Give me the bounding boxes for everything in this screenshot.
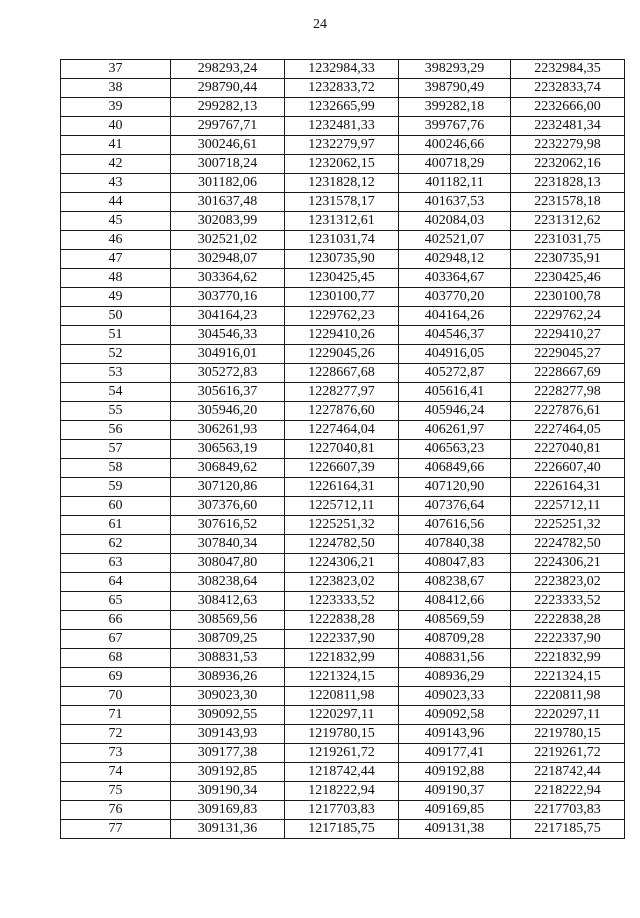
y2-cell: 2229045,27 [511, 345, 625, 364]
y2-cell: 2231578,18 [511, 193, 625, 212]
table-row [61, 231, 625, 250]
y2-cell: 2217703,83 [511, 801, 625, 820]
point-number-cell: 68 [61, 649, 171, 668]
table-row [61, 763, 625, 782]
x2-cell: 408831,56 [399, 649, 511, 668]
point-number-cell: 47 [61, 250, 171, 269]
table-row [61, 725, 625, 744]
x1-cell: 304546,33 [171, 326, 285, 345]
x1-cell: 309092,55 [171, 706, 285, 725]
y2-cell: 2232279,98 [511, 136, 625, 155]
y1-cell: 1228277,97 [285, 383, 399, 402]
x1-cell: 309190,34 [171, 782, 285, 801]
y1-cell: 1227040,81 [285, 440, 399, 459]
x2-cell: 405616,41 [399, 383, 511, 402]
point-number-cell: 74 [61, 763, 171, 782]
x1-cell: 309023,30 [171, 687, 285, 706]
point-number-cell: 48 [61, 269, 171, 288]
y2-cell: 2229410,27 [511, 326, 625, 345]
table-row [61, 535, 625, 554]
point-number-cell: 70 [61, 687, 171, 706]
x1-cell: 308047,80 [171, 554, 285, 573]
x1-cell: 300246,61 [171, 136, 285, 155]
y2-cell: 2220811,98 [511, 687, 625, 706]
y1-cell: 1225251,32 [285, 516, 399, 535]
y1-cell: 1219780,15 [285, 725, 399, 744]
y1-cell: 1226607,39 [285, 459, 399, 478]
point-number-cell: 61 [61, 516, 171, 535]
point-number-cell: 40 [61, 117, 171, 136]
x1-cell: 301182,06 [171, 174, 285, 193]
point-number-cell: 66 [61, 611, 171, 630]
point-number-cell: 62 [61, 535, 171, 554]
x2-cell: 409177,41 [399, 744, 511, 763]
y1-cell: 1228667,68 [285, 364, 399, 383]
x1-cell: 302948,07 [171, 250, 285, 269]
y1-cell: 1227464,04 [285, 421, 399, 440]
x2-cell: 408047,83 [399, 554, 511, 573]
x1-cell: 309177,38 [171, 744, 285, 763]
x2-cell: 407616,56 [399, 516, 511, 535]
y1-cell: 1226164,31 [285, 478, 399, 497]
table-row [61, 60, 625, 79]
y2-cell: 2227876,61 [511, 402, 625, 421]
y2-cell: 2217185,75 [511, 820, 625, 839]
table-row [61, 117, 625, 136]
y1-cell: 1218222,94 [285, 782, 399, 801]
x2-cell: 406563,23 [399, 440, 511, 459]
x2-cell: 408238,67 [399, 573, 511, 592]
y2-cell: 2224782,50 [511, 535, 625, 554]
y1-cell: 1231578,17 [285, 193, 399, 212]
y1-cell: 1223823,02 [285, 573, 399, 592]
table-row [61, 630, 625, 649]
x2-cell: 398293,29 [399, 60, 511, 79]
y1-cell: 1230425,45 [285, 269, 399, 288]
point-number-cell: 63 [61, 554, 171, 573]
table-row [61, 288, 625, 307]
y1-cell: 1220297,11 [285, 706, 399, 725]
y2-cell: 2223333,52 [511, 592, 625, 611]
y1-cell: 1230100,77 [285, 288, 399, 307]
x2-cell: 409023,33 [399, 687, 511, 706]
y2-cell: 2219261,72 [511, 744, 625, 763]
y1-cell: 1229762,23 [285, 307, 399, 326]
y1-cell: 1230735,90 [285, 250, 399, 269]
x1-cell: 308412,63 [171, 592, 285, 611]
x1-cell: 307376,60 [171, 497, 285, 516]
x2-cell: 407376,64 [399, 497, 511, 516]
x1-cell: 309169,83 [171, 801, 285, 820]
y2-cell: 2231828,13 [511, 174, 625, 193]
table-row [61, 744, 625, 763]
table-row [61, 554, 625, 573]
x2-cell: 399767,76 [399, 117, 511, 136]
y1-cell: 1231828,12 [285, 174, 399, 193]
point-number-cell: 43 [61, 174, 171, 193]
x2-cell: 401182,11 [399, 174, 511, 193]
x2-cell: 409131,38 [399, 820, 511, 839]
x1-cell: 303364,62 [171, 269, 285, 288]
y1-cell: 1232984,33 [285, 60, 399, 79]
x2-cell: 404546,37 [399, 326, 511, 345]
x2-cell: 402521,07 [399, 231, 511, 250]
page-number: 24 [313, 17, 327, 32]
x2-cell: 409190,37 [399, 782, 511, 801]
point-number-cell: 37 [61, 60, 171, 79]
x1-cell: 298790,44 [171, 79, 285, 98]
x1-cell: 309143,93 [171, 725, 285, 744]
y2-cell: 2227040,81 [511, 440, 625, 459]
x1-cell: 305272,83 [171, 364, 285, 383]
coordinates-table [60, 59, 625, 839]
table-row [61, 611, 625, 630]
y2-cell: 2230425,46 [511, 269, 625, 288]
y2-cell: 2218222,94 [511, 782, 625, 801]
y2-cell: 2232666,00 [511, 98, 625, 117]
y2-cell: 2227464,05 [511, 421, 625, 440]
x1-cell: 308709,25 [171, 630, 285, 649]
y2-cell: 2225712,11 [511, 497, 625, 516]
x2-cell: 398790,49 [399, 79, 511, 98]
table-row [61, 402, 625, 421]
y2-cell: 2225251,32 [511, 516, 625, 535]
point-number-cell: 75 [61, 782, 171, 801]
table-row [61, 421, 625, 440]
y1-cell: 1219261,72 [285, 744, 399, 763]
x2-cell: 409169,85 [399, 801, 511, 820]
point-number-cell: 64 [61, 573, 171, 592]
x2-cell: 408569,59 [399, 611, 511, 630]
point-number-cell: 67 [61, 630, 171, 649]
y1-cell: 1232062,15 [285, 155, 399, 174]
point-number-cell: 72 [61, 725, 171, 744]
x2-cell: 405272,87 [399, 364, 511, 383]
x2-cell: 406849,66 [399, 459, 511, 478]
table-row [61, 573, 625, 592]
x2-cell: 409143,96 [399, 725, 511, 744]
y1-cell: 1224306,21 [285, 554, 399, 573]
table-row [61, 250, 625, 269]
x2-cell: 403364,67 [399, 269, 511, 288]
table-row [61, 383, 625, 402]
point-number-cell: 45 [61, 212, 171, 231]
x1-cell: 307616,52 [171, 516, 285, 535]
table-row [61, 155, 625, 174]
table-row [61, 820, 625, 839]
table-row [61, 497, 625, 516]
x2-cell: 408412,66 [399, 592, 511, 611]
x2-cell: 404916,05 [399, 345, 511, 364]
y2-cell: 2229762,24 [511, 307, 625, 326]
table-row [61, 706, 625, 725]
y1-cell: 1224782,50 [285, 535, 399, 554]
table-row [61, 478, 625, 497]
x1-cell: 308238,64 [171, 573, 285, 592]
y1-cell: 1218742,44 [285, 763, 399, 782]
y1-cell: 1221324,15 [285, 668, 399, 687]
table-row [61, 668, 625, 687]
point-number-cell: 71 [61, 706, 171, 725]
x1-cell: 302521,02 [171, 231, 285, 250]
y1-cell: 1221832,99 [285, 649, 399, 668]
x2-cell: 408709,28 [399, 630, 511, 649]
x1-cell: 307840,34 [171, 535, 285, 554]
x2-cell: 407840,38 [399, 535, 511, 554]
coordinates-table-body [61, 60, 625, 839]
y1-cell: 1222838,28 [285, 611, 399, 630]
x1-cell: 308831,53 [171, 649, 285, 668]
point-number-cell: 51 [61, 326, 171, 345]
table-row [61, 345, 625, 364]
x1-cell: 306849,62 [171, 459, 285, 478]
x1-cell: 305616,37 [171, 383, 285, 402]
table-row [61, 326, 625, 345]
point-number-cell: 53 [61, 364, 171, 383]
x1-cell: 308569,56 [171, 611, 285, 630]
y2-cell: 2222337,90 [511, 630, 625, 649]
x1-cell: 299767,71 [171, 117, 285, 136]
y2-cell: 2222838,28 [511, 611, 625, 630]
x1-cell: 305946,20 [171, 402, 285, 421]
table-row [61, 440, 625, 459]
point-number-cell: 76 [61, 801, 171, 820]
y2-cell: 2221324,15 [511, 668, 625, 687]
point-number-cell: 39 [61, 98, 171, 117]
y2-cell: 2228277,98 [511, 383, 625, 402]
point-number-cell: 55 [61, 402, 171, 421]
y2-cell: 2224306,21 [511, 554, 625, 573]
x2-cell: 399282,18 [399, 98, 511, 117]
x1-cell: 306261,93 [171, 421, 285, 440]
y1-cell: 1222337,90 [285, 630, 399, 649]
point-number-cell: 38 [61, 79, 171, 98]
x2-cell: 404164,26 [399, 307, 511, 326]
point-number-cell: 49 [61, 288, 171, 307]
y2-cell: 2223823,02 [511, 573, 625, 592]
x2-cell: 405946,24 [399, 402, 511, 421]
table-row [61, 687, 625, 706]
x1-cell: 300718,24 [171, 155, 285, 174]
x2-cell: 402084,03 [399, 212, 511, 231]
table-row [61, 459, 625, 478]
x1-cell: 303770,16 [171, 288, 285, 307]
y2-cell: 2232481,34 [511, 117, 625, 136]
point-number-cell: 58 [61, 459, 171, 478]
y1-cell: 1229410,26 [285, 326, 399, 345]
y2-cell: 2232833,74 [511, 79, 625, 98]
y2-cell: 2218742,44 [511, 763, 625, 782]
table-row [61, 193, 625, 212]
x2-cell: 409092,58 [399, 706, 511, 725]
table-row [61, 307, 625, 326]
x1-cell: 302083,99 [171, 212, 285, 231]
point-number-cell: 77 [61, 820, 171, 839]
table-row [61, 516, 625, 535]
table-row [61, 782, 625, 801]
x1-cell: 306563,19 [171, 440, 285, 459]
x1-cell: 307120,86 [171, 478, 285, 497]
y2-cell: 2228667,69 [511, 364, 625, 383]
x2-cell: 406261,97 [399, 421, 511, 440]
x1-cell: 309192,85 [171, 763, 285, 782]
point-number-cell: 60 [61, 497, 171, 516]
point-number-cell: 65 [61, 592, 171, 611]
point-number-cell: 44 [61, 193, 171, 212]
x2-cell: 402948,12 [399, 250, 511, 269]
x2-cell: 409192,88 [399, 763, 511, 782]
point-number-cell: 54 [61, 383, 171, 402]
x2-cell: 400246,66 [399, 136, 511, 155]
point-number-cell: 50 [61, 307, 171, 326]
y1-cell: 1227876,60 [285, 402, 399, 421]
y2-cell: 2219780,15 [511, 725, 625, 744]
y2-cell: 2231312,62 [511, 212, 625, 231]
y2-cell: 2232984,35 [511, 60, 625, 79]
x2-cell: 407120,90 [399, 478, 511, 497]
point-number-cell: 57 [61, 440, 171, 459]
y2-cell: 2230100,78 [511, 288, 625, 307]
point-number-cell: 41 [61, 136, 171, 155]
point-number-cell: 46 [61, 231, 171, 250]
y1-cell: 1229045,26 [285, 345, 399, 364]
table-row [61, 212, 625, 231]
table-row [61, 649, 625, 668]
y1-cell: 1231312,61 [285, 212, 399, 231]
y1-cell: 1217703,83 [285, 801, 399, 820]
point-number-cell: 69 [61, 668, 171, 687]
y2-cell: 2221832,99 [511, 649, 625, 668]
table-row [61, 592, 625, 611]
point-number-cell: 52 [61, 345, 171, 364]
point-number-cell: 56 [61, 421, 171, 440]
x1-cell: 298293,24 [171, 60, 285, 79]
point-number-cell: 59 [61, 478, 171, 497]
x2-cell: 401637,53 [399, 193, 511, 212]
y1-cell: 1232481,33 [285, 117, 399, 136]
y2-cell: 2220297,11 [511, 706, 625, 725]
y1-cell: 1232279,97 [285, 136, 399, 155]
y1-cell: 1232833,72 [285, 79, 399, 98]
table-row [61, 801, 625, 820]
y2-cell: 2230735,91 [511, 250, 625, 269]
x1-cell: 309131,36 [171, 820, 285, 839]
x1-cell: 301637,48 [171, 193, 285, 212]
y2-cell: 2232062,16 [511, 155, 625, 174]
y1-cell: 1232665,99 [285, 98, 399, 117]
x2-cell: 408936,29 [399, 668, 511, 687]
x2-cell: 403770,20 [399, 288, 511, 307]
y2-cell: 2231031,75 [511, 231, 625, 250]
x1-cell: 304916,01 [171, 345, 285, 364]
table-row [61, 98, 625, 117]
point-number-cell: 42 [61, 155, 171, 174]
point-number-cell: 73 [61, 744, 171, 763]
x1-cell: 299282,13 [171, 98, 285, 117]
x2-cell: 400718,29 [399, 155, 511, 174]
y2-cell: 2226164,31 [511, 478, 625, 497]
table-row [61, 79, 625, 98]
table-row [61, 269, 625, 288]
y1-cell: 1225712,11 [285, 497, 399, 516]
x1-cell: 308936,26 [171, 668, 285, 687]
y1-cell: 1220811,98 [285, 687, 399, 706]
y1-cell: 1217185,75 [285, 820, 399, 839]
y2-cell: 2226607,40 [511, 459, 625, 478]
x1-cell: 304164,23 [171, 307, 285, 326]
table-row [61, 364, 625, 383]
y1-cell: 1231031,74 [285, 231, 399, 250]
table-row [61, 136, 625, 155]
y1-cell: 1223333,52 [285, 592, 399, 611]
table-row [61, 174, 625, 193]
